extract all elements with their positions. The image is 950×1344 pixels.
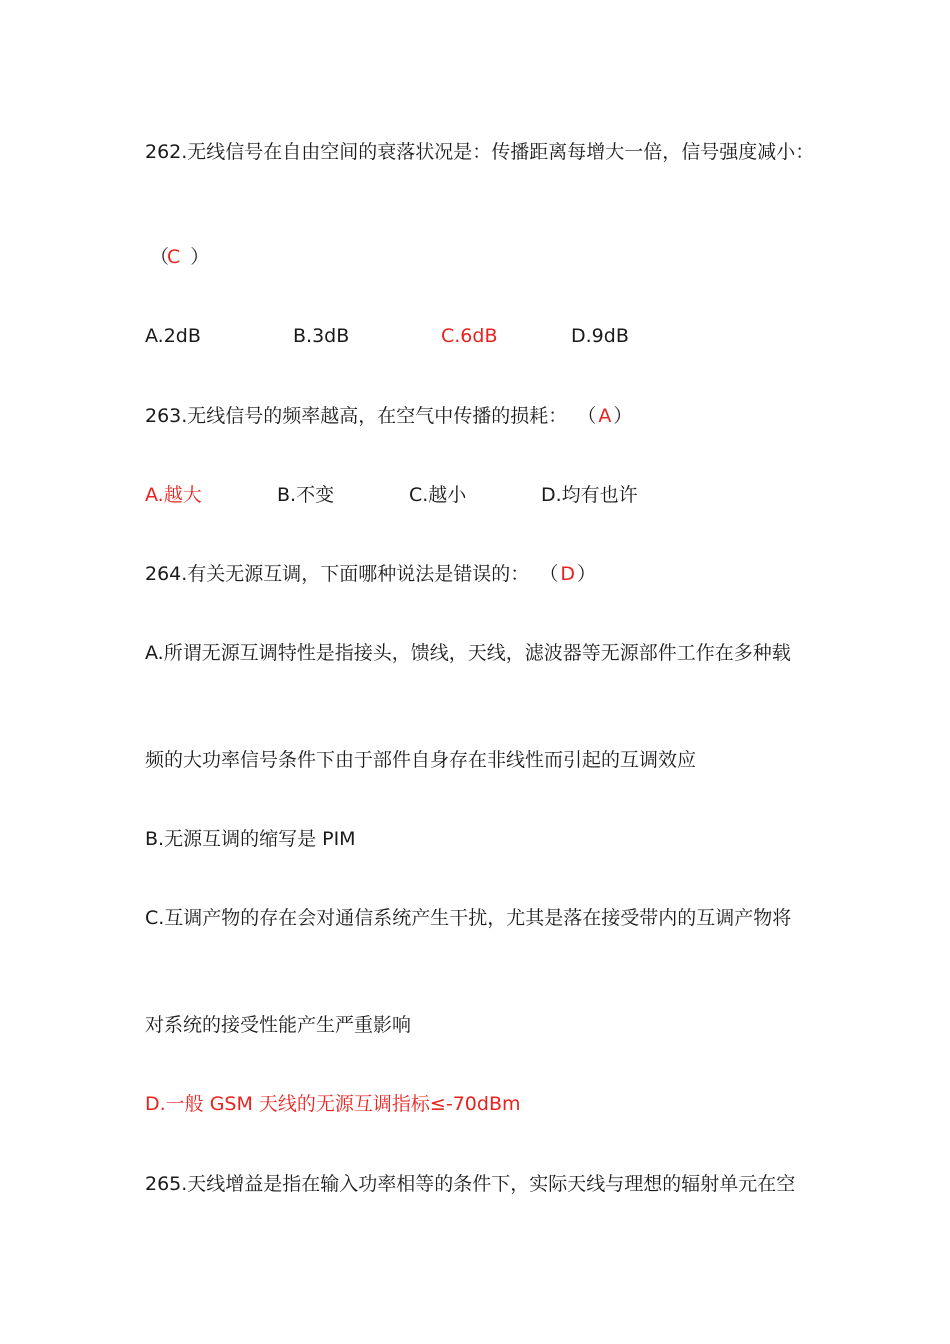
q262-answer-line [150,244,209,270]
q263-paren-open: （ [577,405,597,427]
q263-option-d: D.均有也许 [541,484,638,506]
q262-option-a: A.2dB [145,325,201,347]
q262-paren-open: （ [150,246,170,268]
q264-stem-line [145,561,596,587]
q264-paren-open: （ [539,563,559,585]
q262-option-c: C.6dB [441,325,498,347]
q263-paren-close: ） [613,405,633,427]
q265-stem: 265.天线增益是指在输入功率相等的条件下，实际天线与理想的辐射单元在空 [145,1173,796,1195]
q262-paren-close: ） [190,246,210,268]
q263-option-a: A.越大 [145,484,202,506]
q264-stem: 264.有关无源互调，下面哪种说法是错误的： [145,563,530,585]
q263-option-b: B.不变 [277,484,335,506]
q264-answer: D [560,563,576,585]
q263-answer: A [598,405,612,427]
q263-stem-line [145,403,632,429]
q262-option-b: B.3dB [293,325,350,347]
q264-option-c-line1: C.互调产物的存在会对通信系统产生干扰，尤其是落在接受带内的互调产物将 [145,907,792,929]
q264-option-a-line2: 频的大功率信号条件下由于部件自身存在非线性而引起的互调效应 [145,749,697,771]
q264-option-b: B.无源互调的缩写是 PIM [145,828,356,850]
q262-stem: 262.无线信号在自由空间的衰落状况是：传播距离每增大一倍，信号强度减小： [145,141,815,163]
q264-option-a-line1: A.所谓无源互调特性是指接头，馈线，天线，滤波器等无源部件工作在多种载 [145,642,791,664]
q262-option-d: D.9dB [571,325,629,347]
q264-option-c-line2: 对系统的接受性能产生严重影响 [145,1014,412,1036]
q264-option-d: D.一般 GSM 天线的无源互调指标≤-70dBm [145,1093,521,1115]
q264-paren-close: ） [577,563,597,585]
q263-option-c: C.越小 [409,484,467,506]
q263-stem: 263.无线信号的频率越高，在空气中传播的损耗： [145,405,568,427]
q262-answer: C [167,246,181,268]
